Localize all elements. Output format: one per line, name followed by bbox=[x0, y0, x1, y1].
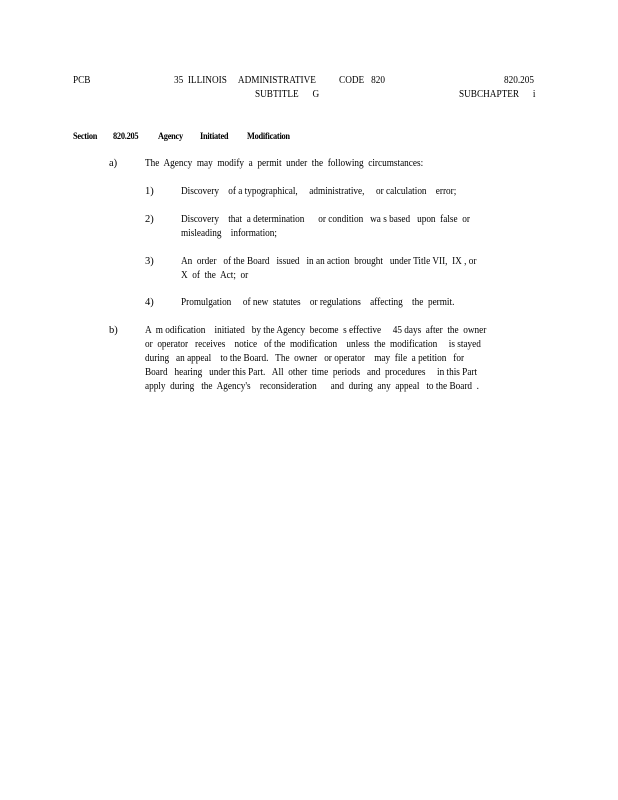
item-3-text-line-1: An order of the Board issued in an action brought under Title VII, IX , or bbox=[181, 256, 477, 267]
item-4-label: 4) bbox=[145, 297, 154, 308]
header-subchapter: SUBCHAPTER i bbox=[459, 89, 536, 100]
section-title-word-modification: Modification bbox=[247, 132, 290, 142]
header-subtitle: SUBTITLE G bbox=[255, 89, 320, 100]
item-2-label: 2) bbox=[145, 214, 154, 225]
paragraph-a-label: a) bbox=[109, 158, 118, 169]
paragraph-a-text: The Agency may modify a permit under the following circumstances: bbox=[145, 158, 424, 169]
item-2-text-line-2: misleading information; bbox=[181, 228, 277, 239]
section-label: Section bbox=[73, 132, 98, 142]
section-number: 820.205 bbox=[113, 132, 139, 142]
section-title-word-agency: Agency bbox=[158, 132, 183, 142]
paragraph-b-line-5: apply during the Agency's reconsideration and during any appeal to the Board . bbox=[145, 381, 479, 392]
item-2-text-line-1: Discovery that a determination or condition wa s based upon false or bbox=[181, 214, 470, 225]
item-1-text: Discovery of a typographical, administrative, or calculation error; bbox=[181, 186, 457, 197]
paragraph-b-line-4: Board hearing under this Part. All other time periods and procedures in this Part bbox=[145, 367, 478, 378]
item-1-label: 1) bbox=[145, 186, 154, 197]
item-3-text-line-2: X of the Act; or bbox=[181, 270, 249, 281]
item-3-label: 3) bbox=[145, 256, 154, 267]
header-agency-abbrev: PCB bbox=[73, 75, 91, 86]
paragraph-b-line-1: A m odification initiated by the Agency become s effective 45 days after the owner bbox=[145, 325, 487, 336]
header-section-number: 820.205 bbox=[504, 75, 535, 86]
paragraph-b-label: b) bbox=[109, 325, 118, 336]
header-code-title: 35 ILLINOIS ADMINISTRATIVE CODE 820 bbox=[174, 75, 385, 86]
item-4-text: Promulgation of new statutes or regulations affecting the permit. bbox=[181, 297, 455, 308]
paragraph-b-line-3: during an appeal to the Board. The owner or operator may file a petition for bbox=[145, 353, 465, 364]
paragraph-b-line-2: or operator receives notice of the modification unless the modification is stayed bbox=[145, 339, 481, 350]
section-title-word-initiated: Initiated bbox=[200, 132, 229, 142]
